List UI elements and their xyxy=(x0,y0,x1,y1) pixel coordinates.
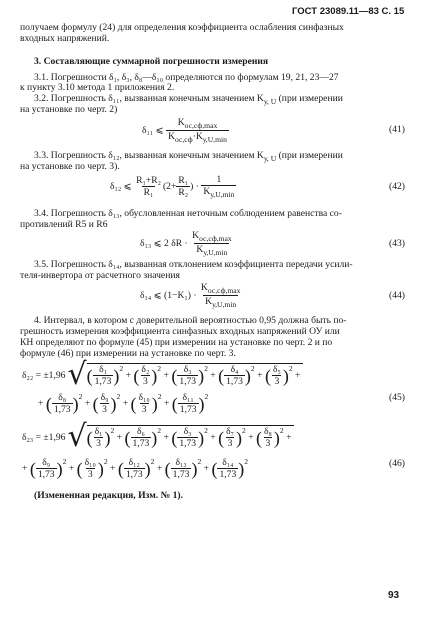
squared-fraction-term: ( $\frac{\text{δ₉}}{3}$ ) $^2$ xyxy=(92,392,121,415)
formula-46-row-2: + ( $\frac{\text{δ₉}}{1,73}$ ) $^2$ + ( $\frac{\text{δ₁₀}}{3}$ ) $^2$ + ( $\frac{\text{δ₁₂}}{1,73}$ ) $^2$ + ( $\frac{\text{δ₁₃}}{1,73}$ ) $^2$ + ( $\frac{\text{δ₁₄}}{1,73}$ ) $^2$ xyxy=(22,457,249,480)
formula-43: δ₁₃ ⩽ 2 δR · $\frac{K_{ос,сф,max}}{K_{у,U,min}}$ xyxy=(140,230,232,257)
p4-line-1: 4. Интервал, в котором с доверительной вероятностью 0,95 должна быть по- xyxy=(34,315,347,326)
equation-number-41: (41) xyxy=(389,124,405,135)
p32-line-2: на установке по черт. 2) xyxy=(20,104,118,115)
formula-41: δ₁₁ ⩽ $\frac{K_{ос,сф,max}}{K_{ос,сф}\cdot K_{у,U,min}}$ xyxy=(142,117,227,144)
equation-number-42: (42) xyxy=(389,181,405,192)
squared-fraction-term: ( $\frac{\text{δ₃}}{1,73}$ ) $^2$ xyxy=(171,364,208,387)
p35-line-2: теля-инвертора от расчетного значения xyxy=(20,270,180,281)
p31-line-1: 3.1. Погрешности δ₁, δ₃, δ₈—δ₁₀ определяются по формулам 19, 21, 23—27 xyxy=(34,72,339,83)
squared-fraction-term: ( $\frac{\text{δ₅}}{3}$ ) $^2$ xyxy=(264,364,293,387)
squared-fraction-term: ( $\frac{\text{δ₁}}{1,73}$ ) $^2$ xyxy=(86,364,124,387)
squared-fraction-term: ( $\frac{\text{δ₁}}{3}$ ) $^2$ xyxy=(86,426,115,449)
document-header: ГОСТ 23089.11—83 С. 15 xyxy=(292,6,405,17)
squared-fraction-term: ( $\frac{\text{δ₁₁}}{1,73}$ ) $^2$ xyxy=(171,392,209,415)
amendment-note: (Измененная редакция, Изм. № 1). xyxy=(34,490,184,501)
p34-line-2: противлений R5 и R6 xyxy=(20,219,108,230)
p31-line-2: к пункту 3.10 метода 1 приложения 2. xyxy=(20,82,175,93)
equation-number-45: (45) xyxy=(389,392,405,403)
formula-42: δ₁₂ ⩽ $\frac{\text{R₁+R₂}}{\text{R₁}}$ (2+ $\frac{\text{R₁}}{\text{R₂}}$ ) · $\frac{1}{K_{у,U,min}}$ xyxy=(110,174,235,199)
equation-number-44: (44) xyxy=(389,290,405,301)
formula-44: δ₁₄ ⩽ (1−K₁) · $\frac{K_{ос,сф,max}}{K_{у,U,min}}$ xyxy=(140,282,241,309)
section-title: 3. Составляющие суммарной погрешности измерения xyxy=(34,56,269,67)
squared-fraction-term: ( $\frac{\text{δ₁₀}}{3}$ ) $^2$ xyxy=(76,457,108,480)
p4-line-3: КН определяют по формуле (45) при измерении на установке по черт. 2 и по xyxy=(20,337,333,348)
squared-fraction-term: ( $\frac{\text{δ₁₂}}{1,73}$ ) $^2$ xyxy=(117,457,155,480)
squared-fraction-term: ( $\frac{\text{δ₇}}{3}$ ) $^2$ xyxy=(218,426,246,449)
squared-fraction-term: ( $\frac{\text{δ₁₄}}{1,73}$ ) $^2$ xyxy=(211,457,249,480)
p4-line-2: грешность измерения коэффициента синфазных входных напряжений ОУ или xyxy=(20,326,340,337)
p33-line-1: 3.3. Погрешность δ₁₂, вызванная конечным значением $K_{у, U}$ (при измерении xyxy=(34,150,343,163)
intro-line-2: входных напряжений. xyxy=(20,33,110,44)
p32-line-1: 3.2. Погрешность δ₁₁, вызванная конечным значением $K_{у, U}$ (при измерении xyxy=(34,93,343,106)
squared-fraction-term: ( $\frac{\text{δ₉}}{1,73}$ ) $^2$ xyxy=(29,457,67,480)
p34-line-1: 3.4. Погрешность δ₁₃, обусловленная неточным соблюдением равенства со- xyxy=(34,208,342,219)
squared-fraction-term: ( $\frac{\text{δ₁₀}}{3}$ ) $^2$ xyxy=(130,392,162,415)
page-number: 93 xyxy=(388,590,400,601)
squared-fraction-term: ( $\frac{\text{δ₄}}{1,73}$ ) $^2$ xyxy=(218,364,255,387)
intro-line-1: получаем формулу (24) для определения коэффициента ослабления синфазных xyxy=(20,22,344,33)
squared-fraction-term: ( $\frac{\text{δ₂}}{3}$ ) $^2$ xyxy=(133,364,162,387)
p4-line-4: формуле (46) при измерении на установке по черт. 3. xyxy=(20,348,236,359)
squared-fraction-term: ( $\frac{\text{δ₈}}{3}$ ) $^2$ xyxy=(256,426,284,449)
p33-line-2: на установке по черт. 3). xyxy=(20,161,120,172)
formula-45-row-2: + ( $\frac{\text{δ₈}}{1,73}$ ) $^2$ + ( $\frac{\text{δ₉}}{3}$ ) $^2$ + ( $\frac{\text{δ₁₀}}{3}$ ) $^2$ + ( $\frac{\text{δ₁₁}}{1,73}$ ) $^2$ xyxy=(38,392,209,415)
equation-number-46: (46) xyxy=(389,458,405,469)
formula-46-row-1: δ₂₃ = ±1,96 √ ( $\frac{\text{δ₁}}{3}$ ) $^2$ + ( $\frac{\text{δ₆}}{1,73}$ ) $^2$ + ( $\frac{\text{δ₃}}{1,73}$ ) $^2$ + ( $\frac{\text{δ₇}}{3}$ ) $^2$ + ( $\frac{\text{δ₈}}{3}$ ) $^2$ + xyxy=(22,419,294,454)
squared-fraction-term: ( $\frac{\text{δ₈}}{1,73}$ ) $^2$ xyxy=(45,392,83,415)
equation-number-43: (43) xyxy=(389,238,405,249)
squared-fraction-term: ( $\frac{\text{δ₁₃}}{1,73}$ ) $^2$ xyxy=(164,457,202,480)
p35-line-1: 3.5. Погрешность δ₁₄, вызванная отклонением коэффициента передачи усили- xyxy=(34,259,353,270)
squared-fraction-term: ( $\frac{\text{δ₃}}{1,73}$ ) $^2$ xyxy=(171,426,208,449)
squared-fraction-term: ( $\frac{\text{δ₆}}{1,73}$ ) $^2$ xyxy=(124,426,162,449)
formula-45-row-1: δ₂₂ = ±1,96 √ ( $\frac{\text{δ₁}}{1,73}$ ) $^2$ + ( $\frac{\text{δ₂}}{3}$ ) $^2$ + ( $\frac{\text{δ₃}}{1,73}$ ) $^2$ + ( $\frac{\text{δ₄}}{1,73}$ ) $^2$ + ( $\frac{\text{δ₅}}{3}$ ) $^2$ + xyxy=(22,357,303,392)
